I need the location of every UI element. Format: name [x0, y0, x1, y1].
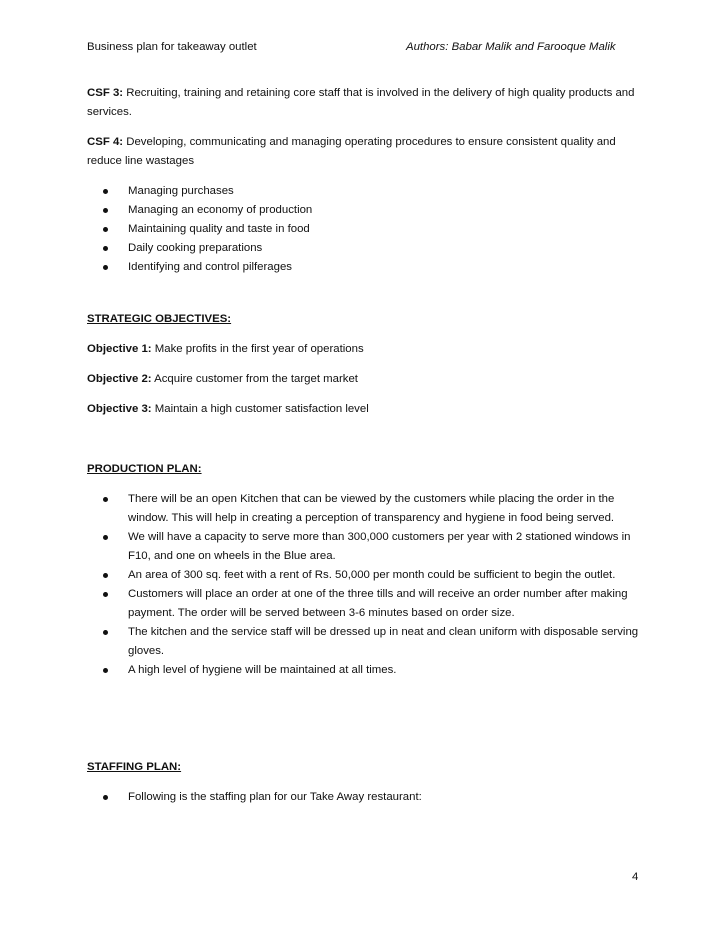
- list-item-text: Daily cooking preparations: [128, 242, 263, 254]
- csf3-paragraph: [87, 84, 647, 122]
- staffing-list: [87, 788, 647, 807]
- list-item: [87, 490, 647, 528]
- bullet-icon: [103, 592, 108, 597]
- list-item: [87, 788, 647, 807]
- bullet-icon: [103, 630, 108, 635]
- list-item-text: The kitchen and the service staff will be dressed up in neat and clean uniform with disposable serving gloves.: [128, 626, 639, 657]
- list-item: [87, 566, 647, 585]
- objective-label: Objective 2:: [87, 373, 152, 385]
- csf3-label: CSF 3:: [87, 87, 124, 99]
- objective-text: Maintain a high customer satisfaction level: [151, 403, 369, 415]
- bullet-icon: [103, 535, 108, 540]
- list-item: [87, 258, 647, 277]
- csf4-list: [87, 182, 647, 277]
- bullet-icon: [103, 265, 108, 270]
- list-item: [87, 201, 647, 220]
- list-item-text: Managing an economy of production: [128, 204, 313, 216]
- csf3-text: Recruiting, training and retaining core staff that is involved in the delivery of high quality products and services.: [87, 87, 635, 118]
- list-item-text: Managing purchases: [128, 185, 234, 197]
- bullet-icon: [103, 795, 108, 800]
- list-item-text: An area of 300 sq. feet with a rent of Rs. 50,000 per month could be sufficient to begin the outlet.: [128, 569, 616, 581]
- production-list: [87, 490, 647, 680]
- objective-2: [87, 370, 647, 389]
- production-plan-heading: PRODUCTION PLAN:: [87, 463, 202, 475]
- header-authors: Authors: Babar Malik and Farooque Malik: [406, 41, 616, 53]
- list-item-text: Following is the staffing plan for our Take Away restaurant:: [128, 791, 422, 803]
- list-item-text: There will be an open Kitchen that can be viewed by the customers while placing the order in the window. This will help in creating a perception of transparency and hygiene in food being served.: [128, 493, 615, 524]
- list-item: [87, 661, 647, 680]
- objective-3: [87, 400, 647, 419]
- objective-label: Objective 1:: [87, 343, 152, 355]
- bullet-icon: [103, 246, 108, 251]
- objective-1: [87, 340, 647, 359]
- list-item: [87, 528, 647, 566]
- csf4-paragraph: [87, 133, 647, 171]
- list-item-text: Maintaining quality and taste in food: [128, 223, 310, 235]
- staffing-plan-heading: STAFFING PLAN:: [87, 761, 182, 773]
- objective-text: Acquire customer from the target market: [151, 373, 358, 385]
- page-header: [87, 38, 647, 57]
- objective-label: Objective 3:: [87, 403, 152, 415]
- list-item-text: A high level of hygiene will be maintained at all times.: [128, 664, 397, 676]
- list-item-text: Identifying and control pilferages: [128, 261, 293, 273]
- objective-text: Make profits in the first year of operations: [151, 343, 364, 355]
- list-item: [87, 182, 647, 201]
- bullet-icon: [103, 573, 108, 578]
- bullet-icon: [103, 497, 108, 502]
- header-title: Business plan for takeaway outlet: [87, 41, 257, 53]
- list-item: [87, 585, 647, 623]
- bullet-icon: [103, 227, 108, 232]
- list-item-text: We will have a capacity to serve more than 300,000 customers per year with 2 stationed windows in F10, and one on wheels in the Blue area.: [128, 531, 631, 562]
- strategic-objectives-heading: STRATEGIC OBJECTIVES:: [87, 313, 232, 325]
- page-number: 4: [632, 871, 639, 883]
- csf4-label: CSF 4:: [87, 136, 124, 148]
- list-item: [87, 220, 647, 239]
- bullet-icon: [103, 189, 108, 194]
- bullet-icon: [103, 668, 108, 673]
- bullet-icon: [103, 208, 108, 213]
- csf4-text: Developing, communicating and managing operating procedures to ensure consistent quality and reduce line wastages: [87, 136, 616, 167]
- list-item: [87, 239, 647, 258]
- list-item: [87, 623, 647, 661]
- list-item-text: Customers will place an order at one of the three tills and will receive an order number after making payment. The order will be served between 3-6 minutes based on order size.: [128, 588, 628, 619]
